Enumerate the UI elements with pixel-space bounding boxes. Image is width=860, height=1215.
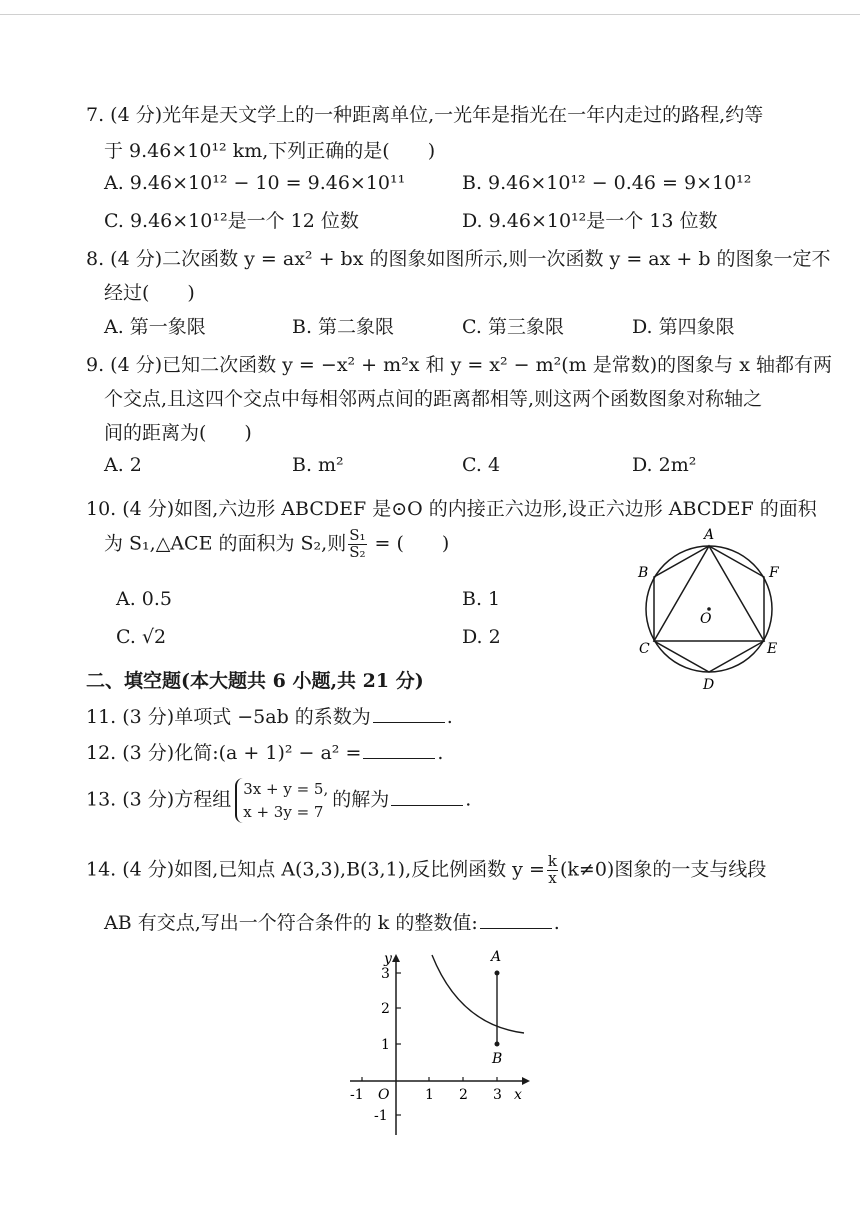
q10-line2 [104, 528, 449, 561]
q11-text: 11. (3 分)单项式 −5ab 的系数为 [86, 706, 371, 728]
q14-line1 [86, 854, 766, 887]
q13-eq2: x + 3y = 7 [243, 802, 324, 821]
y-tick-label--1: -1 [374, 1108, 388, 1124]
q10-line1: 10. (4 分)如图,六边形 ABCDEF 是⊙O 的内接正六边形,设正六边形 ABCDEF 的面积 [86, 498, 817, 520]
q14-fraction [547, 854, 558, 887]
q11-end: . [446, 706, 453, 728]
q11 [86, 702, 453, 729]
section-fill-in-blanks-title: 二、填空题(本大题共 6 小题,共 21 分) [86, 670, 424, 692]
q9-line3: 间的距离为( ) [104, 422, 252, 444]
x-tick-label-1: 1 [425, 1087, 434, 1103]
label-o: O [700, 611, 712, 627]
point-b [495, 1042, 500, 1047]
q14-line2-text: AB 有交点,写出一个符合条件的 k 的整数值: [104, 912, 478, 934]
q14-frac-bottom: x [548, 868, 557, 887]
q8-option-b: B. 第二象限 [292, 316, 395, 338]
q8-option-c: C. 第三象限 [462, 316, 564, 338]
label-d: D [703, 677, 715, 693]
q12-answer-blank[interactable] [363, 757, 435, 759]
label-e: E [767, 641, 778, 657]
inverse-function-curve [432, 955, 524, 1033]
q7-line1: 7. (4 分)光年是天文学上的一种距离单位,一光年是指光在一年内走过的路程,约等 [86, 104, 764, 126]
q10-option-c: C. √2 [116, 626, 167, 648]
q13-equation-system [235, 778, 328, 823]
q13-after: 的解为 [332, 788, 390, 811]
q12-end: . [437, 742, 444, 764]
q13-eq1: 3x + y = 5, [243, 780, 329, 798]
q9-option-b: B. m² [292, 454, 344, 476]
x-tick-label--1: -1 [350, 1087, 364, 1103]
point-b-label: B [492, 1051, 503, 1067]
y-tick-label-3: 3 [381, 966, 390, 982]
q9-line1: 9. (4 分)已知二次函数 y = −x² + m²x 和 y = x² − m²(m 是常数)的图象与 x 轴都有两 [86, 354, 832, 376]
x-tick-label-3: 3 [493, 1087, 502, 1103]
q10-frac-bottom: S₂ [349, 542, 366, 561]
q9-option-a: A. 2 [104, 454, 142, 476]
q10-frac-top: S₁ [349, 526, 366, 544]
label-c: C [639, 641, 650, 657]
q14-line1-end: (k≠0)图象的一支与线段 [559, 858, 767, 881]
q7-line2: 于 9.46×10¹² km,下列正确的是( ) [104, 140, 436, 162]
q10-option-d: D. 2 [462, 626, 501, 648]
q7-option-c: C. 9.46×10¹²是一个 12 位数 [104, 210, 359, 232]
q13 [86, 778, 471, 823]
q13-answer-blank[interactable] [391, 804, 463, 806]
x-tick-label-2: 2 [459, 1087, 468, 1103]
label-a: A [704, 527, 715, 543]
q8-line1: 8. (4 分)二次函数 y = ax² + bx 的图象如图所示,则一次函数 y = ax + b 的图象一定不 [86, 248, 831, 270]
graph-q14 [340, 945, 540, 1145]
y-axis-label: y [384, 951, 392, 967]
q13-text: 13. (3 分)方程组 [86, 788, 232, 811]
q9-option-c: C. 4 [462, 454, 501, 476]
q10-line2-start: 为 S₁,△ACE 的面积为 S₂,则 [104, 532, 347, 555]
point-a-label: A [491, 949, 502, 965]
q14-frac-top: k [547, 852, 557, 870]
x-axis-label: x [514, 1087, 522, 1103]
label-f: F [769, 565, 779, 581]
q10-option-a: A. 0.5 [116, 588, 173, 610]
q10-option-b: B. 1 [462, 588, 501, 610]
origin-label: O [378, 1087, 390, 1103]
y-axis-arrow [392, 954, 400, 962]
y-tick-label-1: 1 [381, 1037, 390, 1053]
q7-option-a: A. 9.46×10¹² − 10 = 9.46×10¹¹ [104, 172, 406, 194]
q8-option-d: D. 第四象限 [632, 316, 735, 338]
q7-option-d: D. 9.46×10¹²是一个 13 位数 [462, 210, 718, 232]
q7-option-b: B. 9.46×10¹² − 0.46 = 9×10¹² [462, 172, 752, 194]
q13-end: . [465, 788, 472, 811]
hexagon-circle-figure [630, 522, 790, 694]
q8-line2: 经过( ) [104, 282, 195, 304]
q11-answer-blank[interactable] [373, 721, 445, 723]
q14-end: . [553, 912, 560, 934]
q10-fraction [348, 528, 366, 561]
label-b: B [638, 565, 649, 581]
page-top-border [0, 14, 860, 15]
q14-line1-start: 14. (4 分)如图,已知点 A(3,3),B(3,1),反比例函数 y = [86, 858, 545, 881]
q9-option-d: D. 2m² [632, 454, 697, 476]
q14-line2 [104, 908, 560, 935]
q10-line2-end: = ( ) [368, 532, 450, 555]
point-a [495, 971, 500, 976]
y-tick-label-2: 2 [381, 1001, 390, 1017]
q12-text: 12. (3 分)化简:(a + 1)² − a² = [86, 742, 362, 764]
q12 [86, 738, 443, 765]
q9-line2: 个交点,且这四个交点中每相邻两点间的距离都相等,则这两个函数图象对称轴之 [104, 388, 763, 410]
q8-option-a: A. 第一象限 [104, 316, 206, 338]
q14-answer-blank[interactable] [480, 927, 552, 929]
x-axis-arrow [522, 1077, 530, 1085]
